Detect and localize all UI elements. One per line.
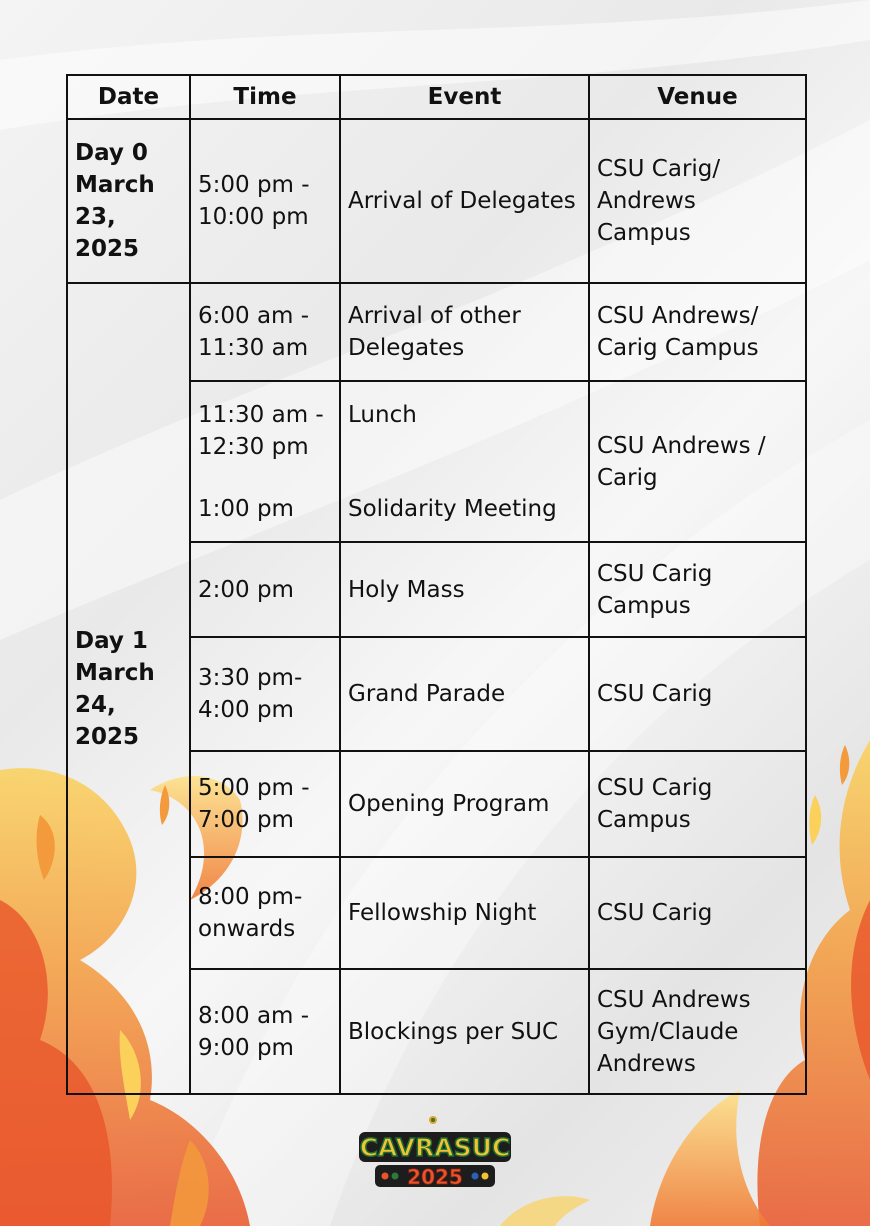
event-cell: Arrival of Delegates [340,119,589,283]
date-cell-day1: Day 1 March 24, 2025 [67,283,190,1094]
schedule-table [66,74,807,1095]
time-cell: 8:00 pm- onwards [190,857,340,969]
time-cell: 5:00 pm - 10:00 pm [190,119,340,283]
logo-title: CAVRASUC [359,1133,511,1162]
time-cell: 2:00 pm [190,542,340,637]
venue-cell: CSU Carig [589,637,806,751]
venue-cell: CSU Carig/ Andrews Campus [589,119,806,283]
venue-cell: CSU Carig Campus [589,542,806,637]
event-cell: Blockings per SUC [340,969,589,1094]
header-date: Date [67,75,190,119]
event-cell: Arrival of other Delegates [340,283,589,381]
event-cell: Lunch Solidarity Meeting [340,381,589,542]
venue-cell: CSU Carig [589,857,806,969]
time-cell: 8:00 am - 9:00 pm [190,969,340,1094]
time-cell: 11:30 am - 12:30 pm 1:00 pm [190,381,340,542]
event-cell: Grand Parade [340,637,589,751]
venue-cell: CSU Andrews / Carig [589,381,806,542]
venue-cell: CSU Carig Campus [589,751,806,857]
cavrasuc-logo [355,1112,515,1190]
event-cell: Fellowship Night [340,857,589,969]
header-event: Event [340,75,589,119]
event-cell: Holy Mass [340,542,589,637]
time-cell: 6:00 am - 11:30 am [190,283,340,381]
time-cell: 5:00 pm - 7:00 pm [190,751,340,857]
header-venue: Venue [589,75,806,119]
logo-sun-icon [429,1116,437,1124]
logo-year: 2025 [407,1165,463,1189]
table-row [67,119,806,283]
date-cell-day0: Day 0 March 23, 2025 [67,119,190,283]
venue-cell: CSU Andrews Gym/Claude Andrews [589,969,806,1094]
venue-cell: CSU Andrews/ Carig Campus [589,283,806,381]
header-time: Time [190,75,340,119]
event-cell: Opening Program [340,751,589,857]
table-row [67,283,806,381]
table-header-row [67,75,806,119]
time-cell: 3:30 pm- 4:00 pm [190,637,340,751]
